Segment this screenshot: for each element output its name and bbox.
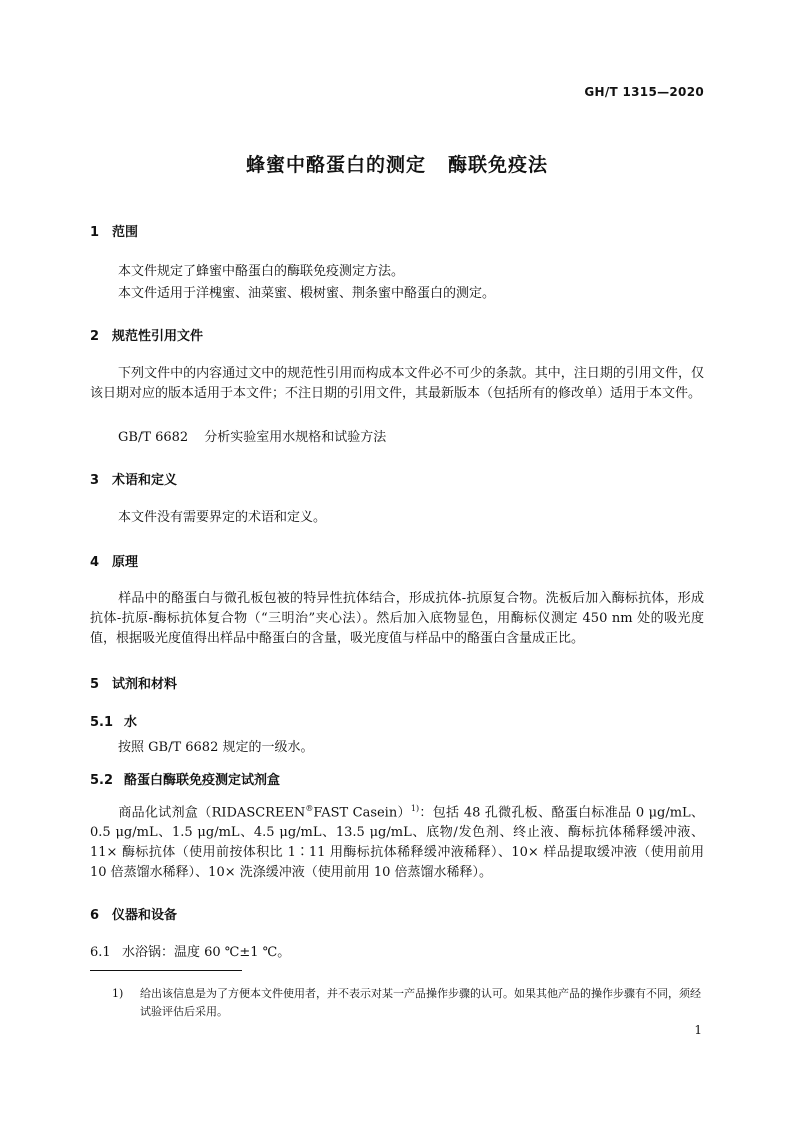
section-heading-5 — [90, 673, 177, 692]
paragraph-text: FAST Casein） — [313, 805, 411, 821]
paragraph-text: 样品中的酪蛋白与微孔板包被的特异性抗体结合，形成抗体-抗原复合物。洗板后加入酶标抗体，形成抗体-抗原-酶标抗体复合物（“三明治”夹心法）。然后加入底物显色，用酶标仪测定 450 nm 处的吸光度值，根据吸光度值得出样品中酪蛋白的含量，吸光度值与样品中的酪蛋白含量成正比。 — [90, 591, 704, 646]
section-heading-4 — [90, 551, 138, 570]
reference-code: GB/T 6682 — [118, 430, 189, 445]
paragraph: 按照 GB/T 6682 规定的一级水。 — [118, 740, 314, 755]
section-heading-1 — [90, 221, 138, 240]
clause-text: 水浴锅：温度 60 ℃±1 ℃。 — [122, 945, 291, 960]
paragraph-text: 商品化试剂盒（RIDASCREEN — [118, 805, 306, 821]
registered-mark: ® — [305, 804, 314, 813]
section-heading-5-1 — [90, 711, 137, 730]
section-title: 原理 — [112, 555, 139, 570]
footnote-text: 给出该信息是为了方便本文件使用者，并不表示对某一产品操作步骤的认可。如果其他产品的操作步骤有不同，须经试验评估后采用。 — [140, 987, 701, 1018]
paragraph — [90, 799, 704, 883]
section-number: 1 — [90, 225, 100, 240]
footnote — [112, 985, 704, 1021]
section-number: 4 — [90, 555, 100, 570]
title-part2: 酶联免疫法 — [448, 154, 549, 176]
paragraph: 本文件适用于洋槐蜜、油菜蜜、椴树蜜、荆条蜜中酪蛋白的测定。 — [118, 286, 496, 301]
title-part1: 蜂蜜中酪蛋白的测定 — [245, 154, 426, 176]
paragraph: 本文件没有需要界定的术语和定义。 — [118, 510, 327, 525]
section-title: 规范性引用文件 — [112, 329, 204, 344]
section-number: 3 — [90, 473, 100, 488]
paragraph — [90, 364, 704, 404]
standard-number: GH/T 1315—2020 — [584, 85, 704, 99]
paragraph — [90, 589, 704, 649]
section-number: 6 — [90, 908, 100, 923]
section-title: 酪蛋白酶联免疫测定试剂盒 — [124, 773, 281, 788]
document-title — [0, 150, 794, 177]
section-title: 范围 — [112, 225, 139, 240]
section-number: 2 — [90, 329, 100, 344]
footnote-mark: 1) — [112, 987, 124, 1000]
paragraph: 本文件规定了蜂蜜中酪蛋白的酶联免疫测定方法。 — [118, 264, 405, 279]
section-heading-2 — [90, 325, 203, 344]
section-title: 术语和定义 — [112, 473, 178, 488]
section-title: 试剂和材料 — [112, 677, 178, 692]
section-heading-3 — [90, 469, 177, 488]
section-heading-5-2 — [90, 769, 280, 788]
footnote-divider — [90, 970, 242, 971]
clause-6-1 — [90, 943, 290, 963]
section-number: 5.1 — [90, 715, 114, 730]
section-number: 6.1 — [90, 945, 111, 960]
section-number: 5.2 — [90, 773, 114, 788]
section-title: 水 — [124, 715, 138, 730]
section-title: 仪器和设备 — [112, 908, 178, 923]
section-heading-6 — [90, 904, 177, 923]
normative-reference — [118, 428, 386, 448]
page-number: 1 — [694, 1023, 702, 1037]
paragraph-text: 下列文件中的内容通过文中的规范性引用而构成本文件必不可少的条款。其中，注日期的引用文件，仅该日期对应的版本适用于本文件；不注日期的引用文件，其最新版本（包括所有的修改单）适用于本文件。 — [90, 366, 704, 401]
footnote-reference[interactable]: 1) — [410, 804, 420, 813]
reference-title: 分析实验室用水规格和试验方法 — [204, 430, 387, 445]
section-number: 5 — [90, 677, 100, 692]
paragraph-text: ：包括 48 孔微孔板、酪蛋白标准品 0 μg/mL、0.5 μg/mL、1.5 μg/mL、4.5 μg/mL、13.5 μg/mL、底物/发色剂、终止液、酶标抗体稀释缓冲液、11× 酶标抗体（使用前按体积比 1∶11 用酶标抗体稀释缓冲液稀释）、10× 样品提取缓冲液（使用前用 10 倍蒸馏水稀释）、10× 洗涤缓冲液（使用前用 10 倍蒸馏水稀释）。 — [90, 805, 704, 881]
